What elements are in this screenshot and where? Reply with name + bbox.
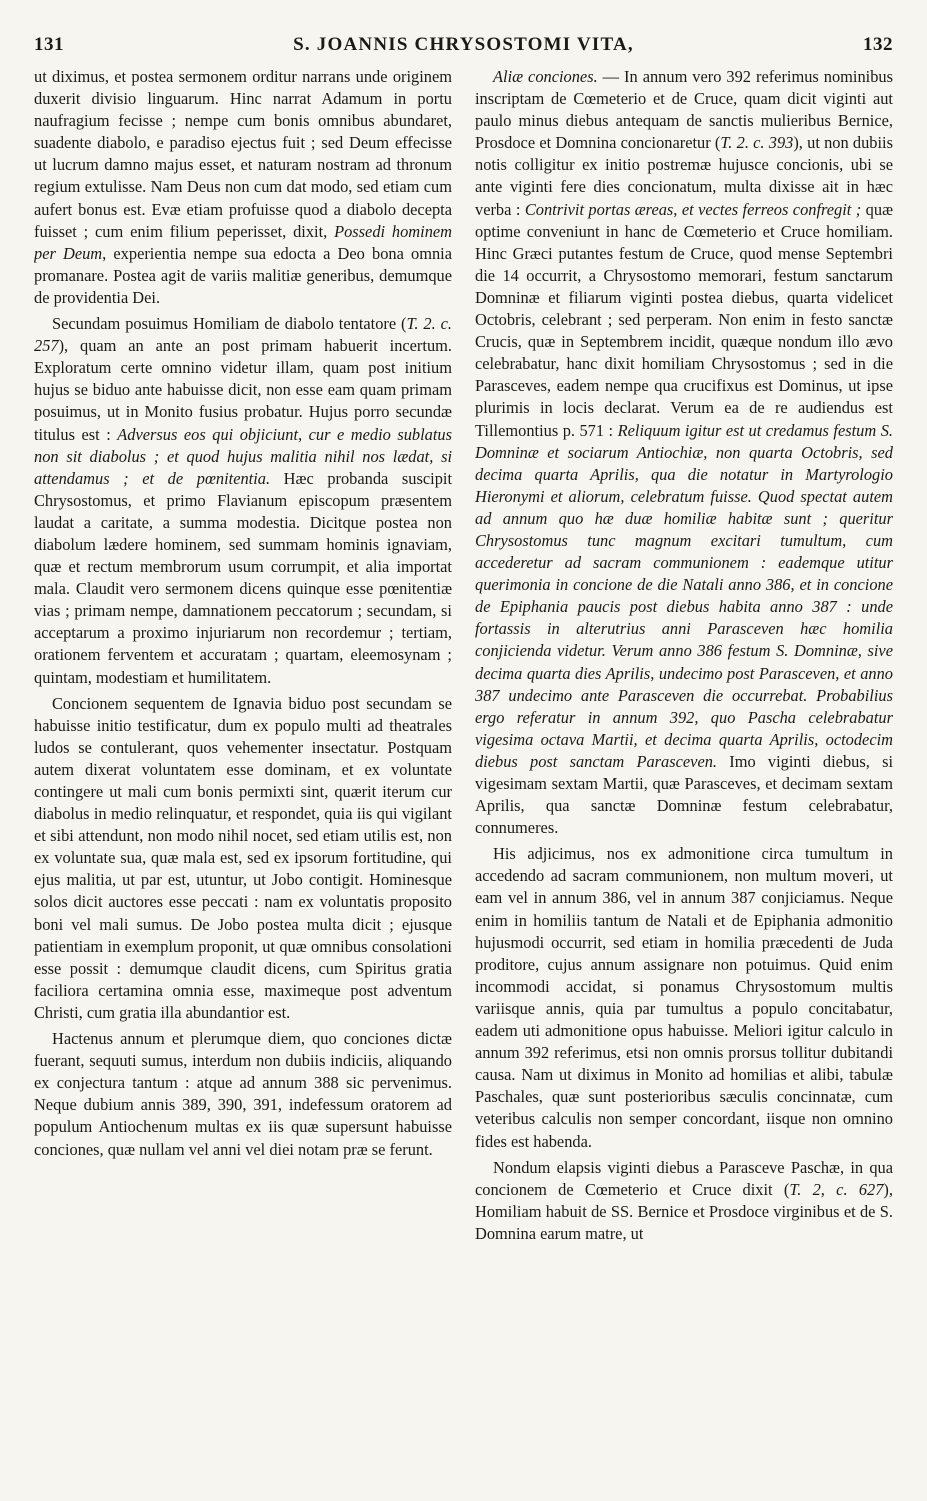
text-run: ut diximus, et postea sermonem orditur narrans unde originem duxerit divisio linguarum. Hinc narrat Adamum in portu naufragium fecisse ; nempe cum bonis omnibus abundaret, suadente diabolo, e paradiso ejectus fuit ; sed Deum effecisse ut lucrum damno majus esset, et naturam nostram ad thronum regium extulisse. Nam Deus non cum dat modo, sed etiam cum aufert bonus est. Evæ etiam profuisse quod a diabolo decepta fuisset ; cum enim filium peperisset, dixit, xyxy=(34,67,452,241)
text-run: ), ut non dubiis notis colligitur ex initio postremæ hujusce concionis, ubi se ante viginti fere dies concionatum, multa dixisse ait in hæc verba : xyxy=(475,133,893,219)
italic-quote: Reliquum igitur est ut credamus festum S. Domninæ et sociarum Antiochiæ, non quarta Octobris, sed decima quarta Aprilis, qua die notatur in Martyrologio Hieronymi et aliorum, celebratum fuisse. Quod spectat autem ad annum quo hæ duæ homiliæ habitæ sunt ; queritur Chrysostomus tunc magnum excitari tumultum, cum accederetur ad sacram communionem : eademque utitur querimonia in concione de die Natali anno 386, et in concione de Epiphania paucis post diebus habita anno 387 : unde fortassis in alterutrius anni Parasceven hæc homilia conjicienda videtur. Verum anno 386 festum S. Domninæ, sive decima quarta dies Aprilis, undecimo post Parasceven, et anno 387 undecimo ante Parasceven die occurrebat. Probabilius ergo referatur in annum 392, quo Pascha celebrabatur vigesima octava Martii, et decima quarta Aprilis, octodecim diebus post sanctam Parasceven. xyxy=(475,420,893,771)
reference: T. 2. c. 393 xyxy=(720,133,794,153)
text-run: ), quam an ante an post primam habuerit incertum. Exploratum certe omnino videtur illam, quam post initium hujus se biduo ante habuisse dicit, non esse eam quam primam posuimus, ut in Monito fusius probatur. Hujus porro secundæ titulus est : xyxy=(34,336,452,444)
text-run: Secundam posuimus Homiliam de diabolo tentatore ( xyxy=(52,314,407,334)
running-header xyxy=(34,34,893,66)
page-number-right: 132 xyxy=(863,34,893,55)
paragraph: His adjicimus, nos ex admonitione circa tumultum in accedendo ad sacram communionem, non multum moveri, ut eam vel in annum 386, vel in annum 387 conjiciamus. Neque enim in homiliis tantum de Natali et de Epiphania admonitio hujusmodi occurrit, sed etiam in homilia præcedenti de Juda proditore, cujus annum assignare non potuimus. Quid enim incommodi accidat, si ponamus Chrysostomum multis variisque annis, quia par tumultus a populo concitabatur, eadem uti admonitione opus habuisse. Meliori igitur calculo in annum 392 referimus, etsi non omnis prorsus tollitur dubitandi causa. Nam ut diximus in Monito ad homilias et alibi, tabulæ Paschales, quæ sunt posterioribus sæculis concinnatæ, cum veteribus calculis non semper concordant, iisque non omnino fides est habenda. xyxy=(475,844,893,1151)
paragraph xyxy=(34,313,452,689)
italic-quote: Possedi hominem per Deum xyxy=(34,221,452,263)
text-run: — In annum vero 392 referimus nominibus inscriptam de Cœmeterio et de Cruce, quam dicit viginti aut paulo minus diebus antequam de sanctis mulieribus Bernice, Prosdoce et Domnina concionaretur ( xyxy=(475,67,893,153)
text-run: Hæc probanda suscipit Chrysostomus, et primo Flavianum episcopum præsentem laudat a caritate, a summa modestia. Dicitque postea non diabolum lædere hominem, sed summam hominis ignaviam, quæ et rectum membrorum usum corrumpit, et alia importat mala. Claudit vero sermonem dicens quinque esse pœnitentiæ vias ; primam nempe, damnationem peccatorum ; secundam, si acceptarum a proximo injuriarum non recordemur ; tertiam, orationem ferventem et accuratam ; quartam, eleemosynam ; quintam, modestiam et humilitatem. xyxy=(34,468,452,687)
right-column xyxy=(475,66,893,1486)
paragraph xyxy=(475,66,893,839)
page-number-left: 131 xyxy=(34,34,64,55)
paragraph xyxy=(475,1157,893,1245)
section-head: Aliæ conciones. xyxy=(493,67,598,86)
text-columns xyxy=(34,66,893,1486)
paragraph xyxy=(34,66,452,309)
reference: T. 2. c. 257 xyxy=(34,314,452,356)
italic-quote: Adversus eos qui objiciunt, cur e medio sublatus non sit diabolus ; et quod hujus malitia nihil nos lædat, si attendamus ; et de pœnitentia. xyxy=(34,424,452,488)
reference: T. 2, c. 627 xyxy=(789,1179,884,1199)
left-column xyxy=(34,66,452,1486)
text-run: Imo viginti diebus, si vigesimam sextam Martii, quæ Parasceves, et decimam sextam Aprilis, qua sanctæ Domninæ festum celebrabatur, connumeres. xyxy=(475,751,893,838)
paragraph: Concionem sequentem de Ignavia biduo post secundam se habuisse initio testificatur, dum ex populo multi ad theatrales ludos se contulerant, quos vehementer insectatur. Postquam autem dixerat voluntatem esse dominam, et ex voluntate contingere ut mali cum bonis permixti sint, quærit iterum cur diabolus in medio relinquatur, et respondet, quia iis qui vigilant et sibi attendunt, non modo nihil nocet, sed etiam utilis est, non ex voluntate sua, quæ mala est, sed ex ipsorum fortitudine, qui ejus malitia, ut par est, utuntur, ut Jobo contigit. Hominesque solos dicit auctores esse peccati : nam ex voluntatis proposito boni vel mali sumus. De Jobo postea multa dicit ; ejusque patientiam in exemplum proponit, ut quæ omnibus consolationi esse possit : demumque claudit dicens, cum Spiritus gratia faciliora certamina omnia esse, maximeque post adventum Christi, cum gratia illa abundantior est. xyxy=(34,693,452,1022)
text-run: ), Homiliam habuit de SS. Bernice et Prosdoce virginibus et de S. Domnina earum matre, ut xyxy=(475,1179,893,1243)
text-run: Nondum elapsis viginti diebus a Parasceve Paschæ, in qua concionem de Cœmeterio et Cruce dixit ( xyxy=(475,1157,893,1199)
running-title: S. JOANNIS CHRYSOSTOMI VITA, xyxy=(293,34,634,55)
text-run: quæ optime conveniunt in hanc de Cœmeterio et Cruce homiliam. Hinc Græci putantes festum de Cruce, quod mense Septembri die 14 occurrit, a Chrysostomo memorari, festum sanctarum Domninæ et filiarum viginti postea diebus, quarta videlicet Octobris, celebrant ; sed perperam. Non enim in festo sanctæ Crucis, quæ in Septembrem incidit, quæque nondum illo ævo celebrabatur, hanc dixit homiliam Chrysostomus ; sed in die Parasceves, eadem nempe qua crucifixus est Dominus, ut ipse plurimis in locis declarat. Verum ea de re audiendus est Tillemontius p. 571 : xyxy=(475,199,893,440)
text-run: , experientia nempe sua edocta a Deo bona omnia promanare. Postea agit de variis malitiæ generibus, demumque de providentia Dei. xyxy=(34,243,452,307)
italic-quote: Contrivit portas æreas, et vectes ferreos confregit ; xyxy=(524,199,862,219)
paragraph: Hactenus annum et plerumque diem, quo conciones dictæ fuerant, sequuti sumus, interdum non dubiis indiciis, aliquando ex conjectura tantum : atque ad annum 388 sic pervenimus. Neque dubium annis 389, 390, 391, indefessum oratorem ad populum Antiochenum multas ex iis quæ supersunt habuisse conciones, quæ nullam vel anni vel diei notam præ se ferunt. xyxy=(34,1029,452,1159)
